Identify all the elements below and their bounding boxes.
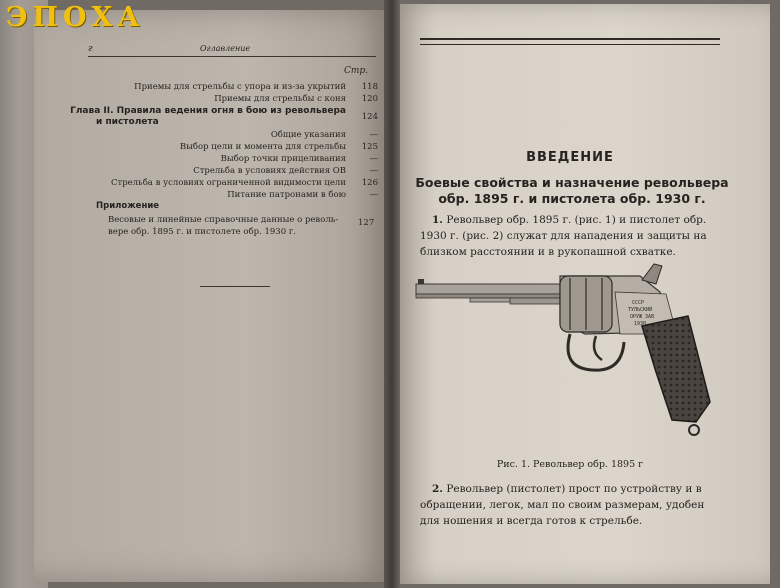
appendix-entry-line: Весовые и линейные справочные данные о револь- [108, 215, 339, 225]
running-header: Оглавление [200, 44, 251, 53]
toc-entry-title: Глава II. Правила ведения огня в бою из револьвера [70, 106, 346, 116]
toc-entry-title: Стрельба в условиях ограниченной видимости цели [110, 178, 346, 188]
toc-entry-page: 120 [361, 94, 378, 104]
page-title: ВВЕДЕНИЕ [526, 150, 614, 165]
paragraph-line: для ношения и всегда готов к стрельбе. [420, 515, 643, 527]
book-gutter [384, 0, 400, 588]
frame-stamp-line: ТУЛЬСКИЙ [628, 307, 653, 313]
section-subtitle: обр. 1895 г. и пистолета обр. 1930 г. [438, 191, 706, 206]
toc-entry-page: 125 [361, 142, 378, 152]
toc-entry-page: — [369, 190, 378, 200]
toc-entry [96, 142, 378, 153]
paragraph-1 [420, 212, 730, 260]
toc-entry-title: Приемы для стрельбы с упора и из-за укрытий [134, 82, 346, 92]
paragraph-line: 1930 г. (рис. 2) служат для нападения и защиты на [420, 230, 707, 242]
paragraph-line [420, 481, 730, 497]
toc-entry-page: 124 [361, 112, 378, 122]
appendix-heading: Приложение [96, 201, 160, 211]
toc-chapter-heading [96, 112, 378, 128]
paragraph-number: 1. [432, 214, 443, 226]
top-rule [420, 38, 720, 40]
watermark-logo: ЭПОХА [6, 2, 145, 33]
toc-entry [96, 94, 378, 105]
toc-entry-page: — [369, 130, 378, 140]
appendix-entry-line: вере обр. 1895 г. и пистолете обр. 1930 г. [108, 227, 296, 237]
toc-entry-title: Выбор точки прицеливания [220, 154, 346, 164]
frame-stamp-line: ОРУЖ ЗАВ [630, 314, 655, 320]
toc-entry-title: Питание патронами в бою [227, 190, 346, 200]
paragraph-line: близком расстоянии и в рукопашной схватке. [420, 246, 676, 258]
figure-caption: Рис. 1. Револьвер обр. 1895 г [496, 459, 644, 470]
end-rule [200, 286, 270, 287]
toc-entry-page: 118 [361, 82, 378, 92]
toc-entry-title: Выбор цели и момента для стрельбы [179, 142, 346, 152]
frame-stamp-line: СССР [632, 300, 645, 306]
section-subtitle: Боевые свойства и назначение револьвера [415, 175, 729, 190]
toc-entry [96, 154, 378, 165]
toc-entry [96, 178, 378, 189]
toc-entry-title: и пистолета [96, 117, 159, 127]
paragraph-line: обращении, легок, мал по своим размерам, удобен [420, 499, 705, 511]
revolver-illustration [410, 262, 730, 452]
paragraph-text: Револьвер (пистолет) прост по устройству и в [446, 483, 702, 495]
paragraph-text: Револьвер обр. 1895 г. (рис. 1) и пистолет обр. [446, 214, 707, 226]
header-rule [88, 56, 376, 57]
toc-entry-title: Приемы для стрельбы с коня [214, 94, 346, 104]
left-page-number: г [88, 44, 93, 54]
paragraph-2 [420, 481, 730, 529]
appendix-page-number: 127 [358, 218, 375, 228]
page-column-header: Стр. [344, 66, 369, 76]
toc-entry [96, 166, 378, 177]
frame-stamp-line: 1930 [634, 321, 647, 327]
toc-entry [96, 130, 378, 141]
toc-entry-title: Общие указания [270, 130, 346, 140]
toc-entry-page: — [369, 166, 378, 176]
toc-entry-title: Стрельба в условиях действия ОВ [193, 166, 346, 176]
paragraph-line [420, 212, 730, 228]
toc-entry [96, 190, 378, 201]
paragraph-number: 2. [432, 483, 443, 495]
toc-entry-page: — [369, 154, 378, 164]
toc-entry-page: 126 [361, 178, 378, 188]
toc-chapter-heading [70, 106, 378, 117]
top-rule [420, 44, 720, 45]
toc-entry [96, 82, 378, 93]
